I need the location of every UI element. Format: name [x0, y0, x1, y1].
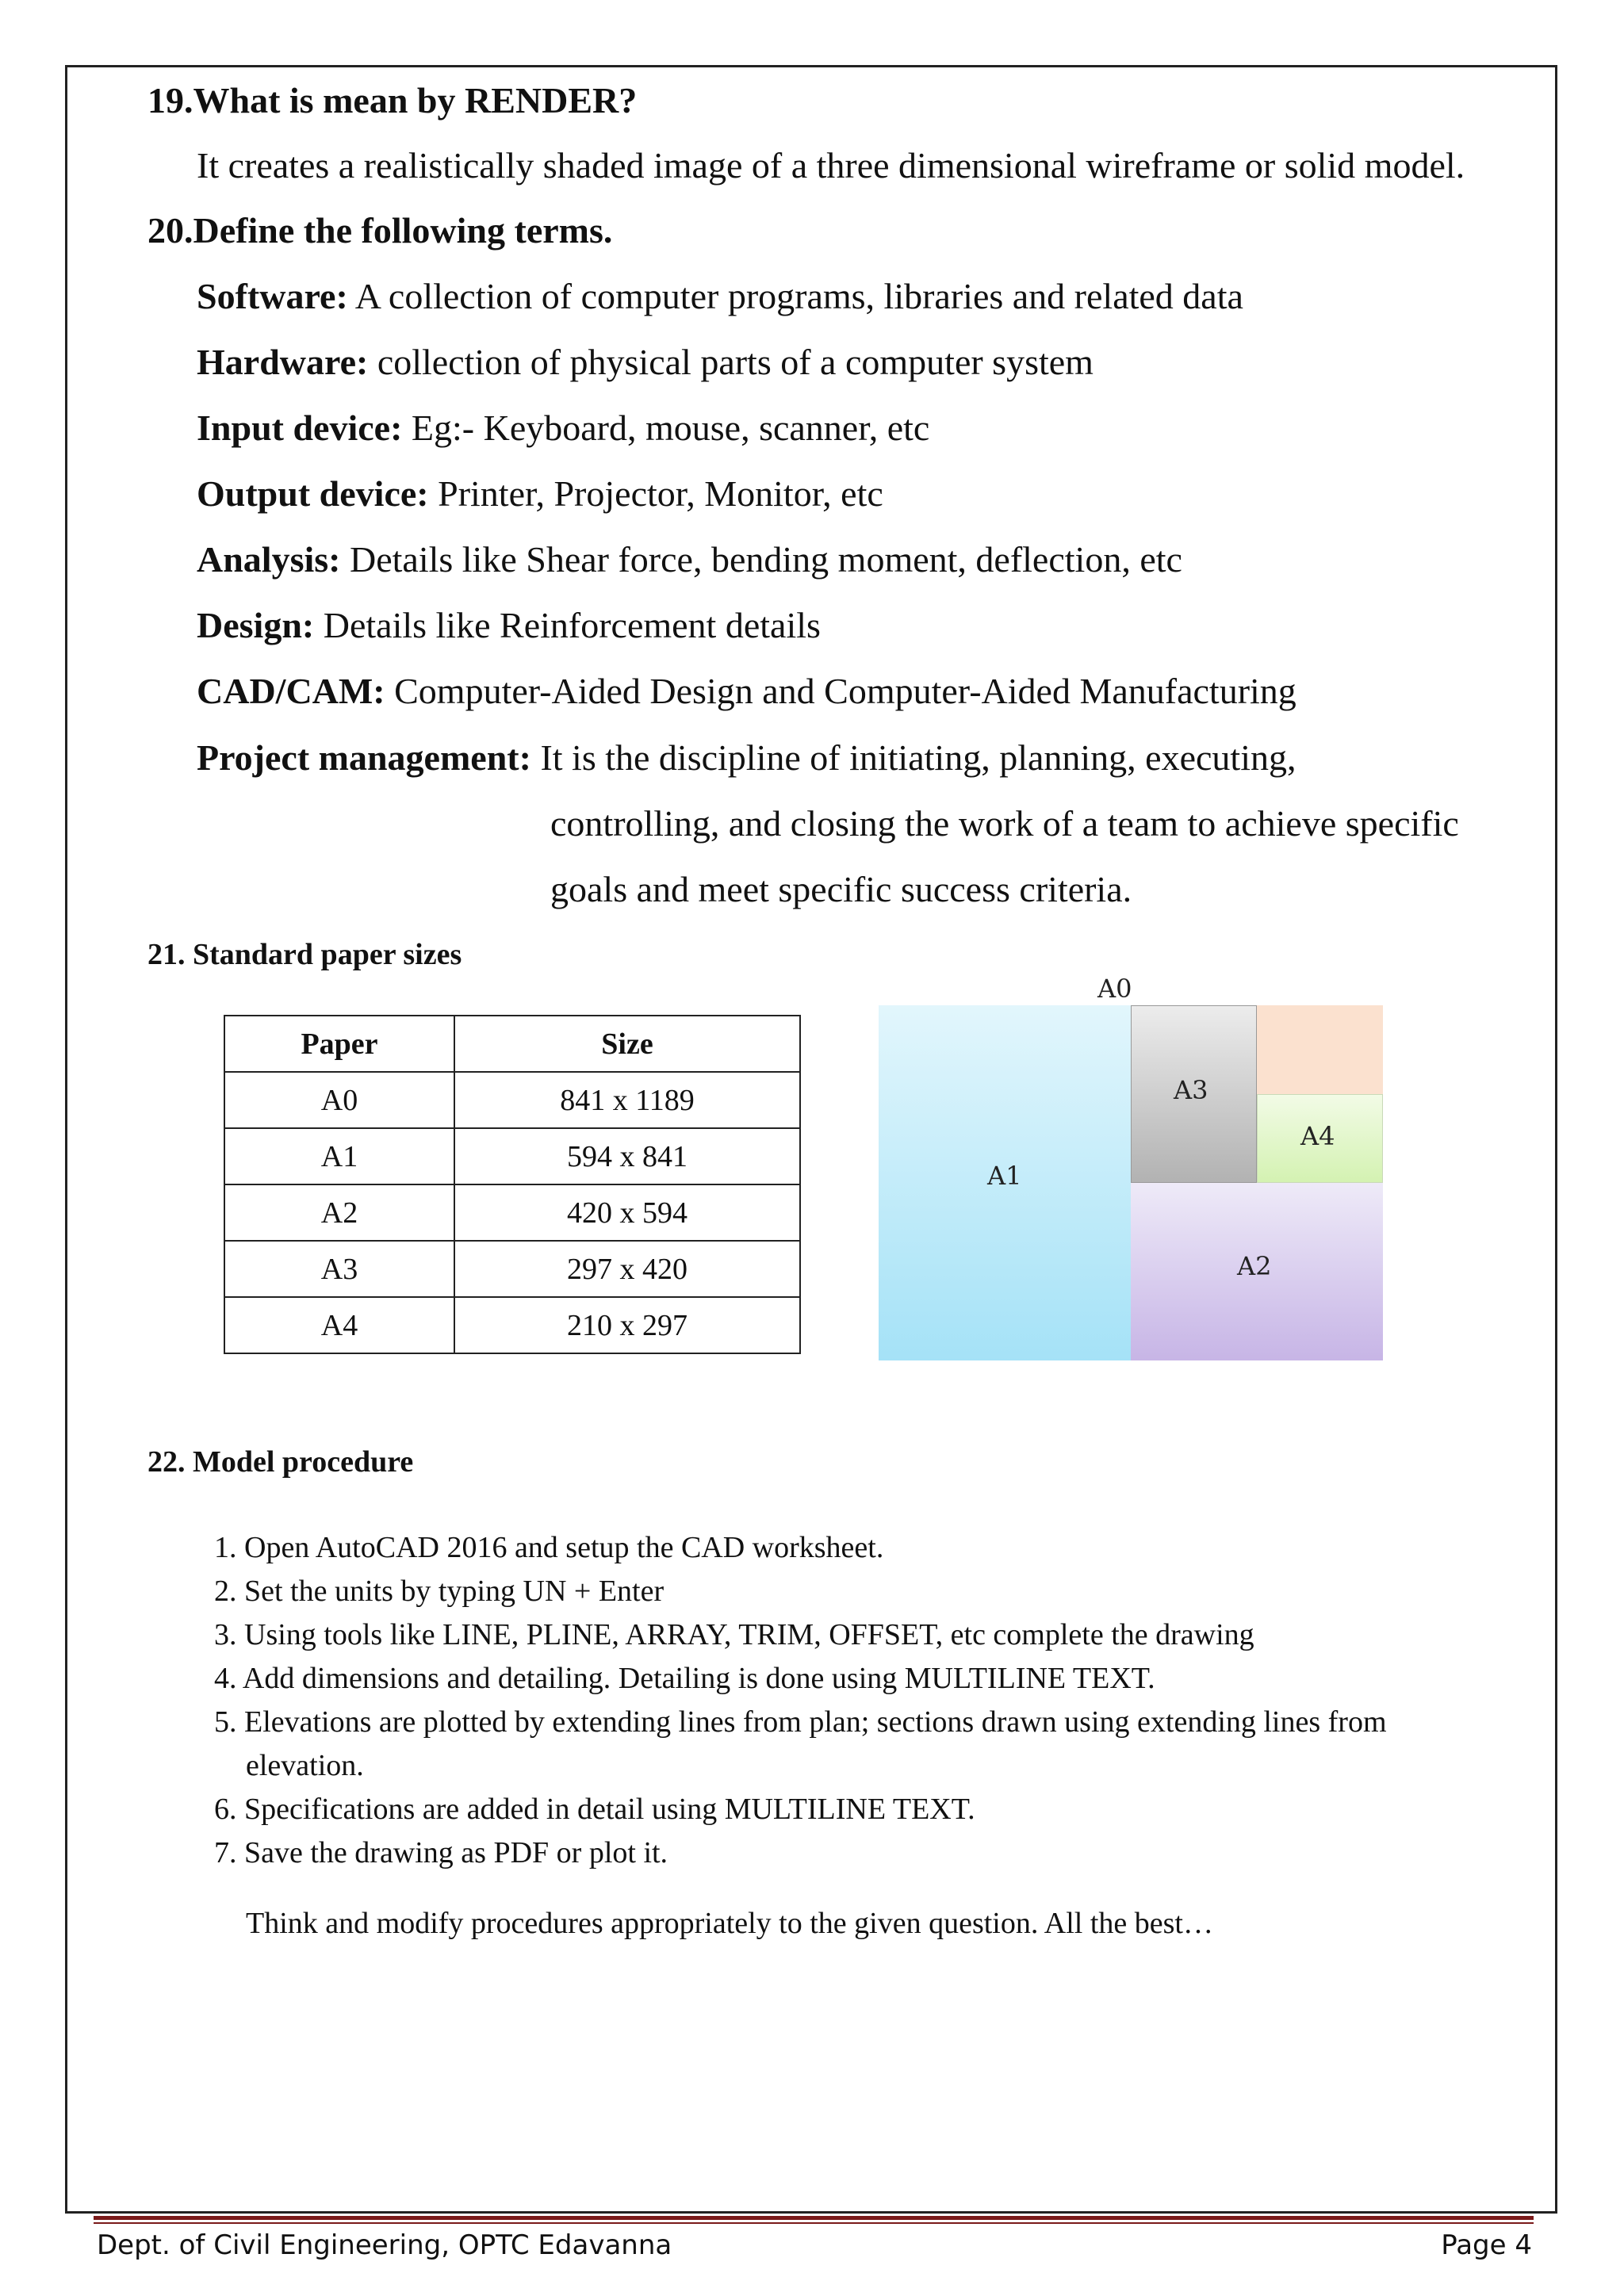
table-row — [224, 1297, 800, 1353]
term-definition: A collection of computer programs, libraries and related data — [347, 276, 1243, 316]
paper-size-table — [224, 1015, 801, 1354]
term-definition: Details like Reinforcement details — [314, 605, 821, 645]
footer-rule — [94, 2216, 1534, 2220]
term-definition: Computer-Aided Design and Computer-Aided Manufacturing — [385, 671, 1297, 711]
term-label: Output device: — [197, 473, 429, 514]
paper-cell: A4 — [224, 1297, 454, 1353]
table-row — [224, 1184, 800, 1241]
paper-cell: A1 — [224, 1128, 454, 1184]
paper-cell: A2 — [224, 1184, 454, 1241]
label-a3: A3 — [1174, 1075, 1208, 1105]
label-a2: A2 — [1237, 1251, 1272, 1281]
procedure-step: 7. Save the drawing as PDF or plot it. — [214, 1836, 668, 1869]
sheet-a5 — [1257, 1005, 1383, 1094]
label-a1: A1 — [987, 1161, 1022, 1191]
pm-continued-line-2: goals and meet specific success criteria. — [550, 869, 1132, 909]
term-definition: It is the discipline of initiating, planning, executing, — [530, 737, 1297, 778]
pm-continued-line-1: controlling, and closing the work of a team to achieve specific — [550, 803, 1459, 844]
term-definition: Eg:- Keyboard, mouse, scanner, etc — [402, 408, 930, 448]
term-label: Design: — [197, 605, 315, 645]
table-row — [224, 1128, 800, 1184]
term-definition: collection of physical parts of a computer system — [368, 342, 1094, 382]
term-cad-cam — [197, 670, 1297, 712]
procedure-step: 2. Set the units by typing UN + Enter — [214, 1575, 665, 1608]
q19-answer: It creates a realistically shaded image of a three dimensional wireframe or solid model. — [197, 145, 1465, 186]
term-hardware — [197, 341, 1094, 383]
procedure-step-continued: elevation. — [246, 1749, 364, 1782]
term-label: Input device: — [197, 408, 403, 448]
size-cell: 594 x 841 — [454, 1128, 800, 1184]
term-input-device — [197, 407, 929, 449]
column-header-size: Size — [454, 1016, 800, 1072]
table-header-row — [224, 1016, 800, 1072]
term-output-device — [197, 473, 883, 515]
q22-heading: 22. Model procedure — [147, 1445, 414, 1479]
term-design — [197, 604, 821, 646]
column-header-paper: Paper — [224, 1016, 454, 1072]
term-analysis — [197, 538, 1182, 580]
size-cell: 841 x 1189 — [454, 1072, 800, 1128]
footer-page-number: Page 4 — [1441, 2229, 1532, 2261]
term-software — [197, 275, 1243, 317]
paper-cell: A3 — [224, 1241, 454, 1297]
term-definition: Details like Shear force, bending moment, deflection, etc — [340, 539, 1182, 580]
paper-size-diagram — [872, 974, 1388, 1370]
term-label: Hardware: — [197, 342, 369, 382]
label-a0: A0 — [1097, 974, 1132, 1004]
label-a4: A4 — [1300, 1121, 1335, 1151]
q21-heading: 21. Standard paper sizes — [147, 938, 462, 971]
closing-note: Think and modify procedures appropriately to the given question. All the best… — [246, 1907, 1213, 1940]
term-label: Software: — [197, 276, 348, 316]
term-label: CAD/CAM: — [197, 671, 385, 711]
term-label: Analysis: — [197, 539, 341, 580]
term-label: Project management: — [197, 737, 531, 778]
footer-rule-thin — [94, 2222, 1534, 2224]
size-cell: 210 x 297 — [454, 1297, 800, 1353]
table-row — [224, 1241, 800, 1297]
term-definition: Printer, Projector, Monitor, etc — [428, 473, 883, 514]
q19-heading: 19.What is mean by RENDER? — [147, 80, 638, 121]
table-row — [224, 1072, 800, 1128]
procedure-step: 3. Using tools like LINE, PLINE, ARRAY, TRIM, OFFSET, etc complete the drawing — [214, 1618, 1254, 1651]
size-cell: 420 x 594 — [454, 1184, 800, 1241]
size-cell: 297 x 420 — [454, 1241, 800, 1297]
footer-department: Dept. of Civil Engineering, OPTC Edavanna — [97, 2229, 672, 2261]
procedure-step: 5. Elevations are plotted by extending lines from plan; sections drawn using extending lines from — [214, 1705, 1387, 1739]
term-project-management — [197, 737, 1296, 779]
procedure-step: 1. Open AutoCAD 2016 and setup the CAD worksheet. — [214, 1531, 884, 1564]
procedure-step: 4. Add dimensions and detailing. Detailing is done using MULTILINE TEXT. — [214, 1662, 1155, 1695]
paper-cell: A0 — [224, 1072, 454, 1128]
procedure-step: 6. Specifications are added in detail using MULTILINE TEXT. — [214, 1793, 975, 1826]
q20-heading: 20.Define the following terms. — [147, 210, 613, 251]
